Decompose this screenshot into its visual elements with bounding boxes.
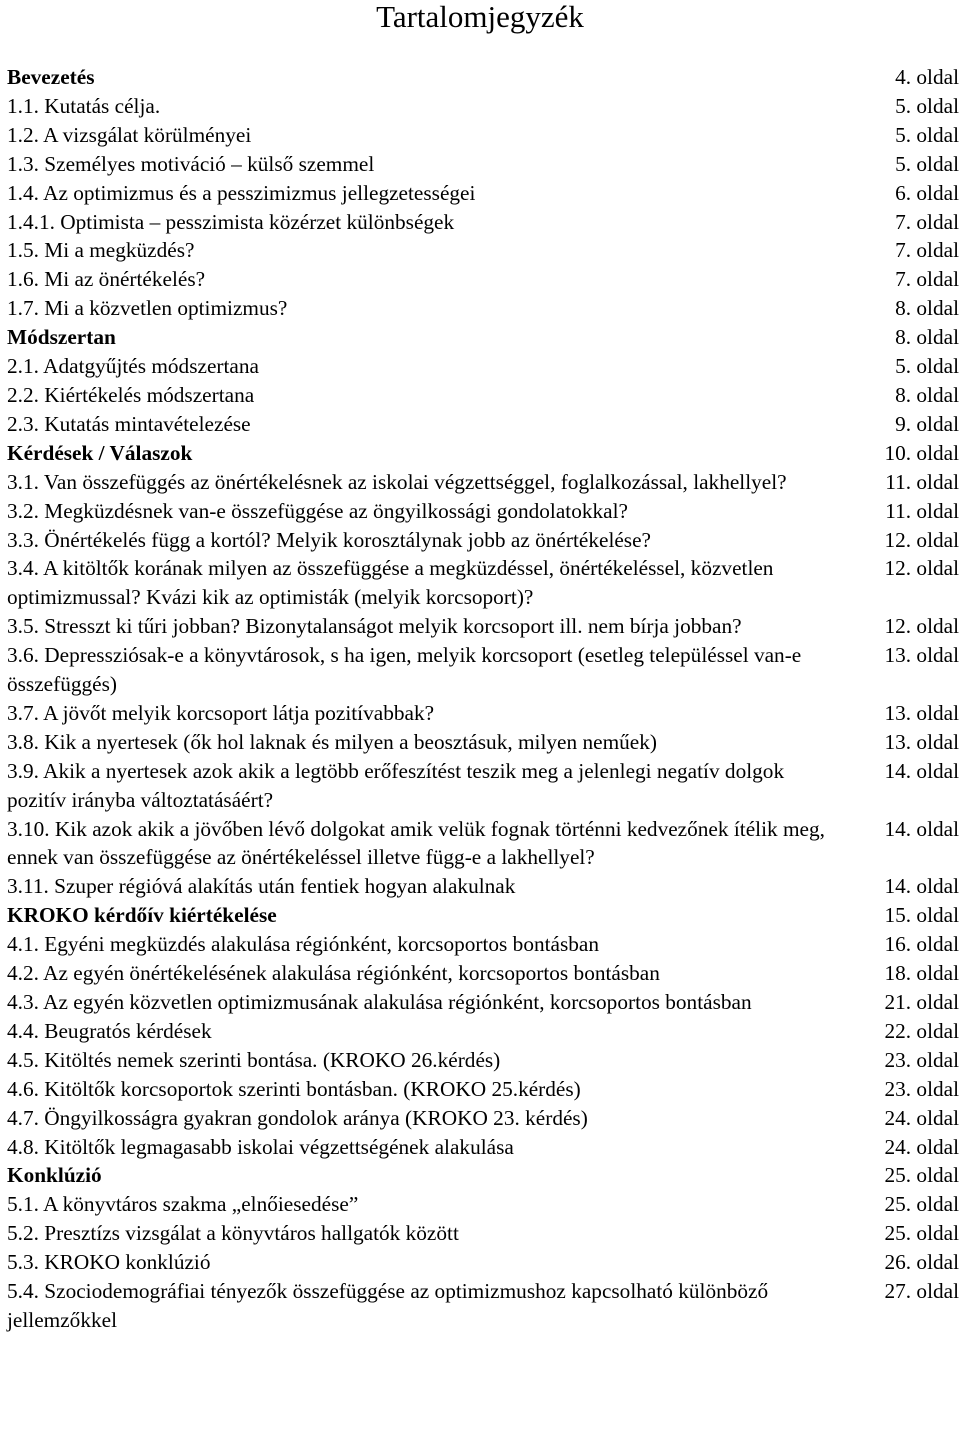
toc-entry[interactable] (7, 236, 959, 265)
toc-entry-label: 5.3. KROKO konklúzió (7, 1250, 211, 1275)
toc-entry[interactable] (7, 294, 959, 323)
toc-entry-label: 1.2. A vizsgálat körülményei (7, 122, 252, 147)
toc-entry-label: 5.2. Presztízs vizsgálat a könyvtáros hallgatók között (7, 1221, 459, 1246)
toc-section-heading[interactable] (7, 439, 959, 468)
toc-entry-label: 1.6. Mi az önértékelés? (7, 267, 206, 292)
toc-entry[interactable] (7, 352, 959, 381)
toc-entry-label: 4.8. Kitöltők legmagasabb iskolai végzettségének alakulása (7, 1134, 514, 1159)
toc-entry-label: 2.1. Adatgyűjtés módszertana (7, 354, 259, 379)
toc-entry-label: 5.4. Szociodemográfiai tényezők összefüggése az optimizmushoz kapcsolható különböző jellemzőkkel (7, 1279, 769, 1332)
toc-entry-label: 4.1. Egyéni megküzdés alakulása régiónként, korcsoportos bontásban (7, 932, 600, 957)
toc-entry-page: 25. oldal (884, 1163, 959, 1188)
toc-entry-label: Bevezetés (7, 65, 95, 89)
toc-entry-label: 2.3. Kutatás mintavételezése (7, 411, 251, 436)
toc-entry-page: 23. oldal (884, 1047, 959, 1072)
toc-entry[interactable] (7, 959, 959, 988)
toc-entry-page: 13. oldal (884, 700, 959, 725)
toc-entry-label: Módszertan (7, 325, 116, 350)
toc-entry-page: 5. oldal (895, 354, 959, 379)
toc-entry-label: 1.5. Mi a megküzdés? (7, 238, 195, 263)
toc-entry-page: 22. oldal (884, 1018, 959, 1043)
toc-entry-label: 3.7. A jövőt melyik korcsoport látja pozitívabbak? (7, 700, 435, 725)
toc-entry[interactable] (7, 468, 959, 497)
toc-entry-page: 6. oldal (895, 180, 959, 205)
toc-entry-page: 8. oldal (895, 296, 959, 321)
toc-entry-label: 1.1. Kutatás célja. (7, 93, 161, 118)
toc-entry-page: 18. oldal (884, 961, 959, 986)
toc-entry[interactable] (7, 1017, 959, 1046)
toc-entry-page: 7. oldal (895, 267, 959, 292)
toc-entry-label: 4.4. Beugratós kérdések (7, 1018, 212, 1043)
toc-section-heading[interactable] (7, 1161, 959, 1190)
toc-entry[interactable] (7, 1075, 959, 1104)
toc-entry-label: 1.7. Mi a közvetlen optimizmus? (7, 296, 288, 321)
toc-entry-label: 3.5. Stresszt ki tűri jobban? Bizonytalanságot melyik korcsoport ill. nem bírja jobban? (7, 614, 742, 639)
toc-entry-label: 3.6. Depressziósak-e a könyvtárosok, s ha igen, melyik korcsoport (esetleg településsel van-e összefüggés) (7, 643, 802, 697)
toc-entry-page: 4. oldal (895, 65, 959, 89)
table-of-contents (7, 63, 959, 1335)
toc-entry[interactable] (7, 410, 959, 439)
toc-entry[interactable] (7, 179, 959, 208)
toc-entry[interactable] (7, 381, 959, 410)
toc-entry-page: 7. oldal (895, 209, 959, 234)
toc-entry-label: 4.6. Kitöltők korcsoportok szerinti bontásban. (KROKO 25.kérdés) (7, 1076, 581, 1101)
toc-entry[interactable] (7, 208, 959, 237)
toc-entry[interactable] (7, 1219, 959, 1248)
toc-entry-label: 1.3. Személyes motiváció – külső szemmel (7, 151, 375, 176)
toc-entry[interactable] (7, 1104, 959, 1133)
toc-entry[interactable] (7, 988, 959, 1017)
toc-entry-page: 14. oldal (884, 816, 959, 841)
toc-entry[interactable] (7, 872, 959, 901)
toc-entry[interactable] (7, 612, 959, 641)
toc-entry[interactable] (7, 1277, 959, 1335)
toc-entry-page: 5. oldal (895, 122, 959, 147)
toc-entry-label: Konklúzió (7, 1163, 102, 1188)
toc-entry-label: 4.5. Kitöltés nemek szerinti bontása. (KROKO 26.kérdés) (7, 1047, 501, 1072)
toc-entry-page: 7. oldal (895, 238, 959, 263)
toc-entry-page: 24. oldal (884, 1134, 959, 1159)
toc-entry[interactable] (7, 1248, 959, 1277)
toc-entry[interactable] (7, 815, 959, 873)
toc-entry[interactable] (7, 728, 959, 757)
toc-entry-label: Kérdések / Válaszok (7, 440, 193, 465)
toc-entry-label: 5.1. A könyvtáros szakma „elnőiesedése” (7, 1192, 359, 1217)
toc-section-heading[interactable] (7, 63, 959, 92)
toc-section-heading[interactable] (7, 901, 959, 930)
toc-entry[interactable] (7, 497, 959, 526)
toc-entry-page: 9. oldal (895, 411, 959, 436)
toc-entry-label: 2.2. Kiértékelés módszertana (7, 382, 255, 407)
toc-entry-page: 5. oldal (895, 151, 959, 176)
toc-entry-label: 3.10. Kik azok akik a jövőben lévő dolgokat amik velük fognak történni kedvezőnek ítélik meg, ennek van összefüggése az önértékeléssel illetve függ-e a lakhellyel? (7, 816, 825, 870)
toc-entry-page: 25. oldal (884, 1192, 959, 1217)
toc-entry[interactable] (7, 92, 959, 121)
toc-entry-label: 1.4. Az optimizmus és a pesszimizmus jellegzetességei (7, 180, 476, 205)
toc-entry-page: 12. oldal (884, 614, 959, 639)
toc-entry-label: 3.4. A kitöltők korának milyen az összefüggése a megküzdéssel, önértékeléssel, közvetlen optimizmussal? Kvázi kik az optimisták (melyik korcsoport)? (7, 556, 774, 610)
toc-entry-label: 3.9. Akik a nyertesek azok akik a legtöbb erőfeszítést teszik meg a jelenlegi negatív dolgok pozitív irányba változtatásáért? (7, 758, 785, 812)
toc-entry-page: 21. oldal (884, 990, 959, 1014)
toc-entry-label: 3.11. Szuper régióvá alakítás után fentiek hogyan alakulnak (7, 874, 516, 899)
toc-entry-label: KROKO kérdőív kiértékelése (7, 903, 277, 928)
toc-entry-page: 12. oldal (884, 527, 959, 552)
toc-entry-page: 8. oldal (895, 382, 959, 407)
toc-entry[interactable] (7, 930, 959, 959)
toc-entry-page: 26. oldal (884, 1250, 959, 1275)
toc-entry[interactable] (7, 757, 959, 815)
page-title: Tartalomjegyzék (376, 0, 584, 34)
toc-entry-label: 3.1. Van összefüggés az önértékelésnek az iskolai végzettséggel, foglalkozással, lakhellyel? (7, 469, 787, 494)
toc-entry[interactable] (7, 699, 959, 728)
toc-entry[interactable] (7, 121, 959, 150)
toc-entry-page: 23. oldal (884, 1076, 959, 1101)
toc-entry-page: 14. oldal (884, 874, 959, 899)
toc-entry-label: 3.2. Megküzdésnek van-e összefüggése az öngyilkossági gondolatokkal? (7, 498, 628, 523)
toc-entry-page: 11. oldal (885, 498, 959, 523)
toc-entry-page: 11. oldal (885, 469, 959, 494)
toc-entry[interactable] (7, 150, 959, 179)
toc-entry-label: 4.3. Az egyén közvetlen optimizmusának alakulása régiónként, korcsoportos bontásban (7, 990, 752, 1014)
toc-entry-page: 24. oldal (884, 1105, 959, 1130)
toc-entry[interactable] (7, 1190, 959, 1219)
toc-entry-page: 13. oldal (884, 643, 959, 668)
toc-entry-page: 10. oldal (884, 440, 959, 465)
toc-entry-page: 27. oldal (884, 1279, 959, 1304)
toc-section-heading[interactable] (7, 323, 959, 352)
toc-entry[interactable] (7, 526, 959, 555)
toc-entry-page: 5. oldal (895, 93, 959, 118)
toc-entry[interactable] (7, 265, 959, 294)
toc-entry-label: 3.3. Önértékelés függ a kortól? Melyik korosztálynak jobb az önértékelése? (7, 527, 652, 552)
toc-entry[interactable] (7, 554, 959, 612)
toc-entry-page: 14. oldal (884, 758, 959, 783)
toc-entry-page: 8. oldal (895, 325, 959, 350)
toc-entry-page: 12. oldal (884, 556, 959, 581)
toc-entry-label: 4.7. Öngyilkosságra gyakran gondolok aránya (KROKO 23. kérdés) (7, 1105, 588, 1130)
toc-entry-page: 16. oldal (884, 932, 959, 957)
toc-entry[interactable] (7, 1133, 959, 1162)
toc-entry-label: 3.8. Kik a nyertesek (ők hol laknak és milyen a beosztásuk, milyen neműek) (7, 729, 657, 754)
toc-entry-label: 1.4.1. Optimista – pesszimista közérzet különbségek (7, 209, 455, 234)
toc-entry[interactable] (7, 1046, 959, 1075)
toc-entry-page: 25. oldal (884, 1221, 959, 1246)
toc-entry[interactable] (7, 641, 959, 699)
toc-entry-page: 13. oldal (884, 729, 959, 754)
toc-entry-page: 15. oldal (884, 903, 959, 928)
toc-entry-label: 4.2. Az egyén önértékelésének alakulása régiónként, korcsoportos bontásban (7, 961, 660, 986)
